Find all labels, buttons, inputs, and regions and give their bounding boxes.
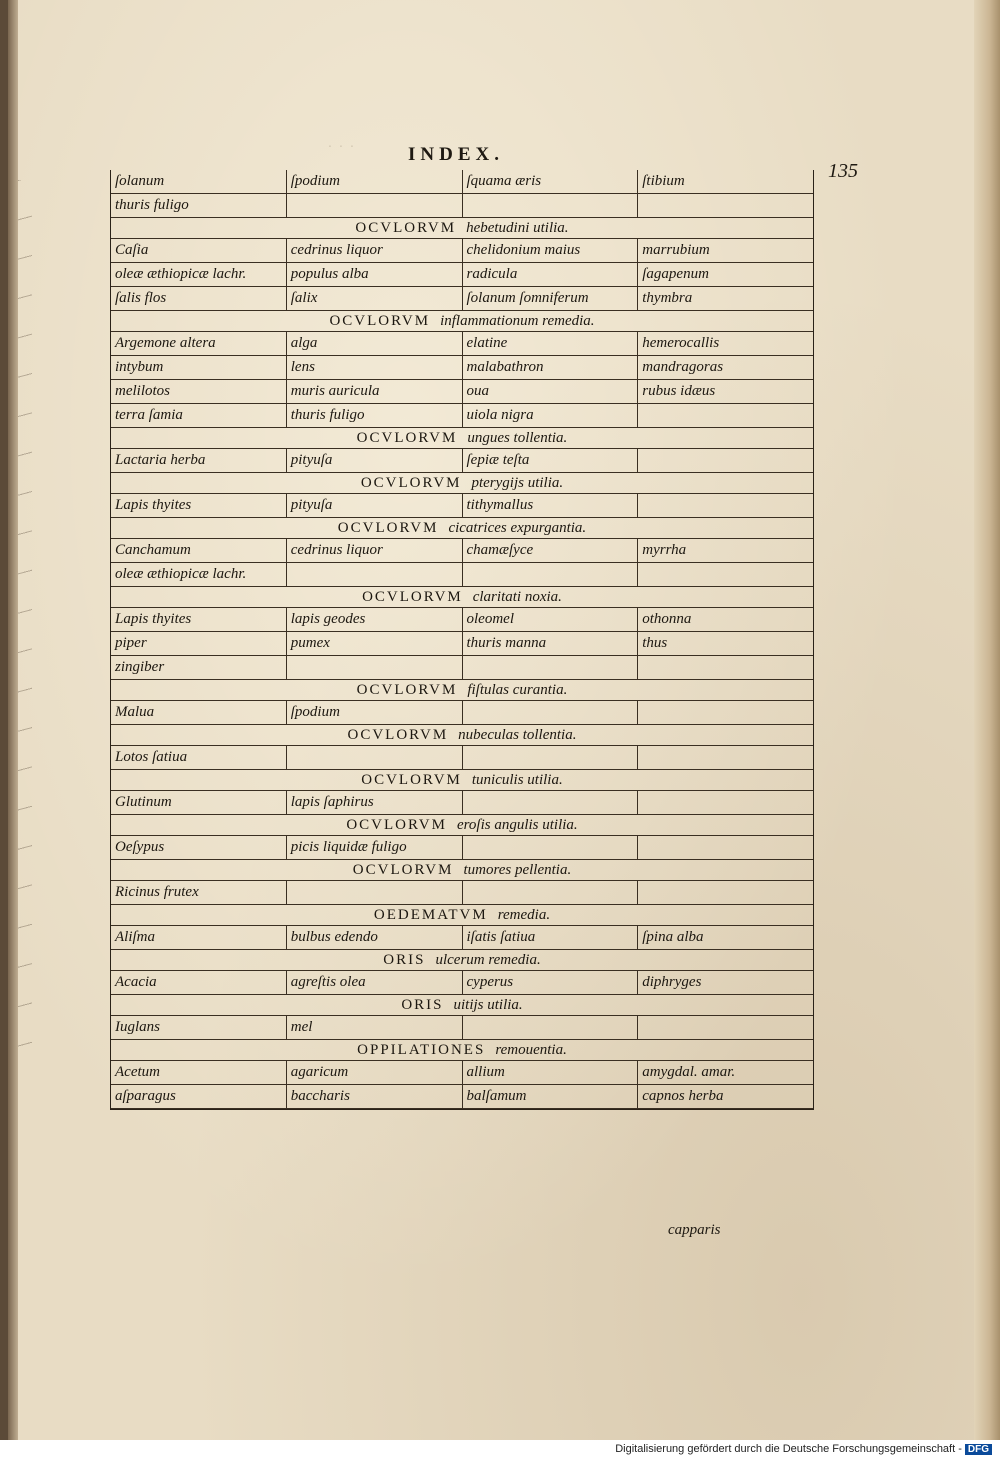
table-cell: Lapis thyites — [115, 497, 192, 513]
table-cell: Malua — [115, 704, 155, 720]
table-cell: ſolanum ſomniferum — [462, 287, 638, 310]
table-cell: chamæſyce — [462, 539, 638, 562]
section-title-caps: OCVLORVM — [347, 727, 449, 743]
table-cell: ſpina alba — [637, 926, 813, 949]
table-cell: piper — [115, 635, 147, 651]
table-cell — [286, 656, 462, 679]
table-cell: tithymallus — [462, 494, 638, 517]
table-row — [111, 701, 813, 725]
table-row — [111, 404, 813, 428]
table-cell: elatine — [462, 332, 638, 355]
table-cell: ſtibium — [637, 170, 813, 193]
table-cell: othonna — [637, 608, 813, 631]
table-row — [111, 539, 813, 563]
section-title-sub: claritati noxia. — [472, 589, 562, 605]
section-title-caps: OCVLORVM — [356, 682, 458, 698]
table-cell: balſamum — [462, 1085, 638, 1108]
bleed-through: · · · — [328, 140, 356, 155]
table-cell: oleæ æthiopicæ lachr. — [115, 566, 247, 582]
table-cell: muris auricula — [286, 380, 462, 403]
table-cell: Iuglans — [115, 1019, 160, 1035]
table-cell: ſalix — [286, 287, 462, 310]
section-header — [111, 950, 813, 971]
table-row — [111, 170, 813, 194]
table-row — [111, 380, 813, 404]
table-cell: thuris fuligo — [115, 197, 189, 213]
section-title-sub: remouentia. — [495, 1042, 567, 1058]
section-title-sub: hebetudini utilia. — [466, 220, 569, 236]
table-row — [111, 1085, 813, 1109]
table-cell: Caſia — [115, 242, 149, 258]
table-cell: Aliſma — [115, 929, 155, 945]
table-cell: ſolanum — [115, 173, 165, 189]
table-cell: intybum — [115, 359, 164, 375]
table-cell: allium — [462, 1061, 638, 1084]
table-cell: aſparagus — [115, 1088, 176, 1104]
section-header — [111, 1040, 813, 1061]
book-page — [8, 0, 1000, 1440]
section-title-sub: nubeculas tollentia. — [458, 727, 577, 743]
table-cell — [637, 746, 813, 769]
catchword: capparis — [668, 1222, 721, 1238]
section-title-sub: ulcerum remedia. — [435, 952, 541, 968]
table-cell: ſpodium — [286, 701, 462, 724]
table-row — [111, 332, 813, 356]
table-row — [111, 836, 813, 860]
table-cell: hemerocallis — [637, 332, 813, 355]
table-cell: melilotos — [115, 383, 170, 399]
table-cell: thus — [637, 632, 813, 655]
table-cell: amygdal. amar. — [637, 1061, 813, 1084]
table-cell — [637, 1016, 813, 1039]
table-cell: chelidonium maius — [462, 239, 638, 262]
table-cell — [462, 194, 638, 217]
table-row — [111, 494, 813, 518]
section-title-caps: OCVLORVM — [352, 862, 454, 878]
index-table — [110, 170, 814, 1110]
table-cell — [637, 656, 813, 679]
page-number: 135 — [828, 160, 858, 182]
table-row — [111, 356, 813, 380]
section-title-caps: OCVLORVM — [361, 772, 462, 788]
table-cell: agreſtis olea — [286, 971, 462, 994]
table-cell: myrrha — [637, 539, 813, 562]
section-header — [111, 587, 813, 608]
table-row — [111, 287, 813, 311]
table-cell — [637, 194, 813, 217]
table-cell: mandragoras — [637, 356, 813, 379]
table-row — [111, 239, 813, 263]
table-cell — [286, 881, 462, 904]
section-header — [111, 770, 813, 791]
table-cell: alga — [286, 332, 462, 355]
table-cell: pumex — [286, 632, 462, 655]
table-cell: cedrinus liquor — [286, 239, 462, 262]
section-header — [111, 905, 813, 926]
table-cell: Lotos ſatiua — [115, 749, 188, 765]
table-cell — [637, 791, 813, 814]
table-cell: populus alba — [286, 263, 462, 286]
section-title-caps: OCVLORVM — [355, 220, 457, 236]
table-cell — [462, 746, 638, 769]
table-cell: ſalis flos — [115, 290, 167, 306]
table-cell — [637, 404, 813, 427]
binding-shadow — [18, 180, 32, 1060]
section-title-sub: tuniculis utilia. — [471, 772, 563, 788]
table-cell — [462, 836, 638, 859]
section-title-sub: pterygijs utilia. — [471, 475, 564, 491]
table-cell: thuris fuligo — [286, 404, 462, 427]
table-cell: Acetum — [115, 1064, 160, 1080]
table-cell — [637, 701, 813, 724]
table-cell: rubus idæus — [637, 380, 813, 403]
table-cell: baccharis — [286, 1085, 462, 1108]
credit-text: Digitalisierung gefördert durch die Deutsche Forschungsgemeinschaft - — [615, 1443, 962, 1455]
section-title-sub: eroſis angulis utilia. — [456, 817, 578, 833]
section-header — [111, 473, 813, 494]
section-title-caps: OCVLORVM — [337, 520, 439, 536]
table-cell: cedrinus liquor — [286, 539, 462, 562]
table-row — [111, 1061, 813, 1085]
table-cell: radicula — [462, 263, 638, 286]
section-header — [111, 680, 813, 701]
table-cell: lens — [286, 356, 462, 379]
table-cell: picis liquidæ fuligo — [286, 836, 462, 859]
section-title-caps: ORIS — [383, 952, 426, 968]
table-row — [111, 194, 813, 218]
section-header — [111, 311, 813, 332]
table-row — [111, 881, 813, 905]
table-cell: Canchamum — [115, 542, 191, 558]
table-cell: Acacia — [115, 974, 157, 990]
table-cell: Ricinus frutex — [115, 884, 199, 900]
table-cell: Oeſypus — [115, 839, 165, 855]
table-cell: pityuſa — [286, 449, 462, 472]
table-cell: ſpodium — [286, 170, 462, 193]
table-cell: thymbra — [637, 287, 813, 310]
table-cell: oleomel — [462, 608, 638, 631]
table-cell — [637, 494, 813, 517]
section-header — [111, 428, 813, 449]
table-cell: ſepiæ teſta — [462, 449, 638, 472]
table-cell: ſquama æris — [462, 170, 638, 193]
table-cell: thuris manna — [462, 632, 638, 655]
table-cell — [637, 881, 813, 904]
section-header — [111, 725, 813, 746]
table-cell — [462, 701, 638, 724]
table-cell: diphryges — [637, 971, 813, 994]
table-row — [111, 632, 813, 656]
table-row — [111, 1016, 813, 1040]
table-row — [111, 971, 813, 995]
table-cell: Lapis thyites — [115, 611, 192, 627]
table-cell: iſatis ſatiua — [462, 926, 638, 949]
table-cell — [462, 656, 638, 679]
section-title-caps: OCVLORVM — [346, 817, 447, 833]
table-row — [111, 263, 813, 287]
section-title-caps: OEDEMATVM — [373, 907, 488, 923]
table-row — [111, 608, 813, 632]
table-cell — [286, 563, 462, 586]
table-cell — [462, 791, 638, 814]
dfg-logo: DFG — [965, 1444, 992, 1455]
section-header — [111, 218, 813, 239]
table-cell: bulbus edendo — [286, 926, 462, 949]
table-row — [111, 926, 813, 950]
section-title-caps: OCVLORVM — [329, 313, 431, 329]
table-cell: oleæ æthiopicæ lachr. — [115, 266, 247, 282]
table-cell: Argemone altera — [115, 335, 216, 351]
table-cell: oua — [462, 380, 638, 403]
section-title-sub: uitijs utilia. — [453, 997, 523, 1013]
section-title-caps: ORIS — [401, 997, 444, 1013]
section-title-sub: ungues tollentia. — [467, 430, 568, 446]
table-row — [111, 563, 813, 587]
digitization-credit — [615, 1443, 992, 1455]
section-title-caps: OCVLORVM — [360, 475, 462, 491]
table-cell: pityuſa — [286, 494, 462, 517]
table-cell: lapis ſaphirus — [286, 791, 462, 814]
table-cell: mel — [286, 1016, 462, 1039]
table-cell: marrubium — [637, 239, 813, 262]
table-cell: agaricum — [286, 1061, 462, 1084]
section-header — [111, 860, 813, 881]
section-title-sub: remedia. — [497, 907, 551, 923]
section-title-sub: fiſtulas curantia. — [467, 682, 568, 698]
section-title-caps: OPPILATIONES — [357, 1042, 486, 1058]
table-cell — [637, 563, 813, 586]
table-cell — [462, 881, 638, 904]
table-cell: malabathron — [462, 356, 638, 379]
section-title-sub: cicatrices expurgantia. — [448, 520, 587, 536]
section-title-caps: OCVLORVM — [362, 589, 463, 605]
table-cell — [462, 1016, 638, 1039]
section-header — [111, 815, 813, 836]
table-cell: uiola nigra — [462, 404, 638, 427]
table-cell: zingiber — [115, 659, 165, 675]
table-cell — [637, 449, 813, 472]
section-title-caps: OCVLORVM — [356, 430, 458, 446]
table-row — [111, 791, 813, 815]
section-title-sub: tumores pellentia. — [463, 862, 572, 878]
table-cell: Glutinum — [115, 794, 172, 810]
section-title-sub: inflammationum remedia. — [440, 313, 595, 329]
page-right-edge — [974, 0, 1000, 1440]
table-cell: ſagapenum — [637, 263, 813, 286]
table-cell: terra ſamia — [115, 407, 183, 423]
table-cell — [637, 836, 813, 859]
table-cell — [462, 563, 638, 586]
table-row — [111, 656, 813, 680]
section-header — [111, 518, 813, 539]
table-cell: lapis geodes — [286, 608, 462, 631]
table-row — [111, 449, 813, 473]
table-cell: capnos herba — [637, 1085, 813, 1108]
running-header: INDEX. — [408, 144, 504, 165]
table-cell: Lactaria herba — [115, 452, 206, 468]
page-left-edge — [8, 0, 18, 1440]
table-row — [111, 746, 813, 770]
table-cell: cyperus — [462, 971, 638, 994]
table-cell — [286, 746, 462, 769]
table-cell — [286, 194, 462, 217]
section-header — [111, 995, 813, 1016]
